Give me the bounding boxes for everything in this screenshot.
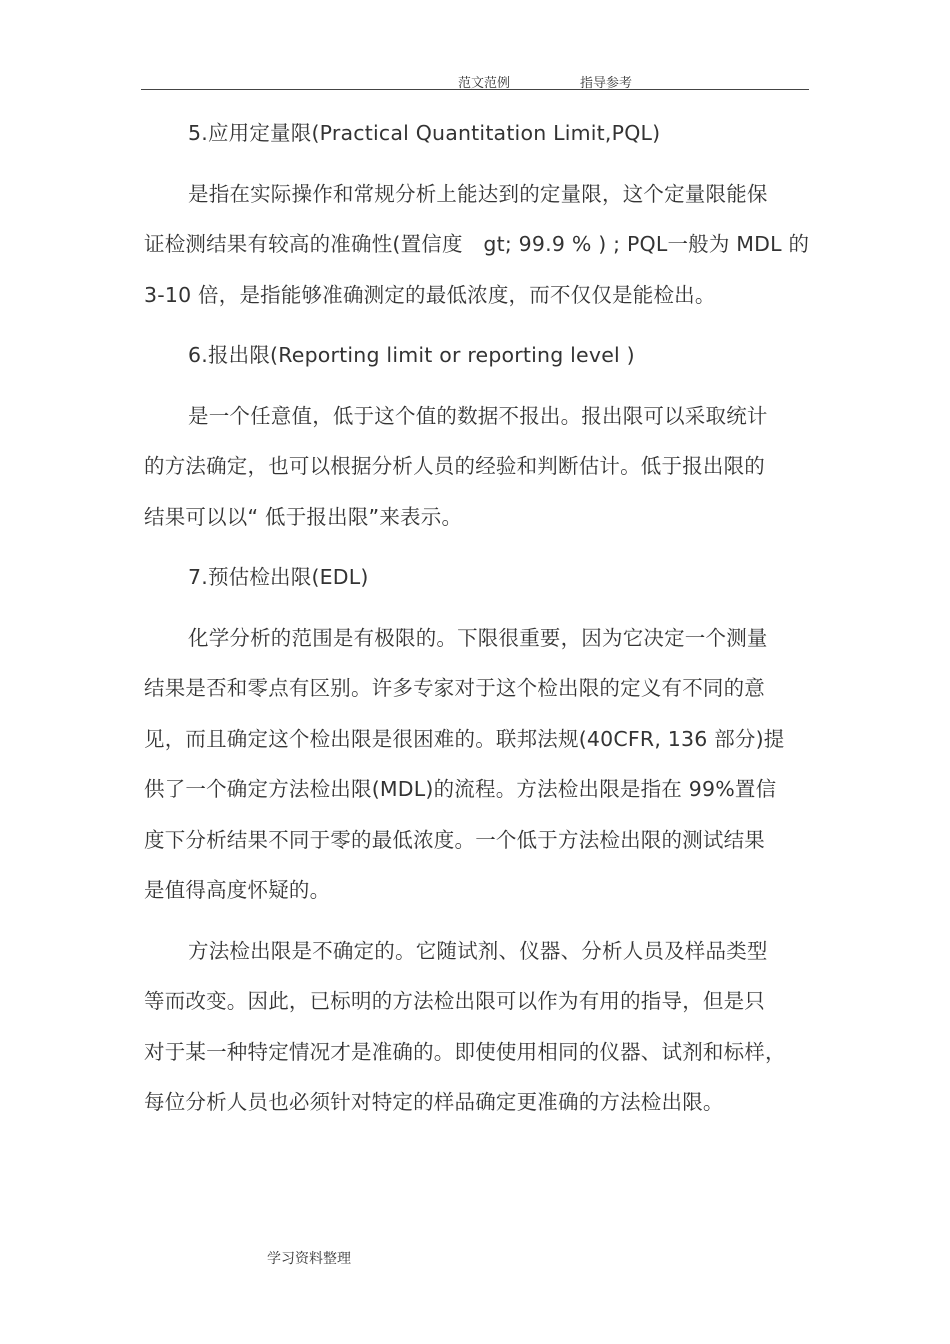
- paragraph: [144, 926, 798, 1128]
- paragraph-line: 化学分析的范围是有极限的。下限很重要，因为它决定一个测量: [188, 625, 768, 650]
- paragraph-line: 的方法确定，也可以根据分析人员的经验和判断估计。低于报出限的: [144, 454, 765, 478]
- paragraph-line: 是一个任意值，低于这个值的数据不报出。报出限可以采取统计: [188, 403, 768, 428]
- paragraph-line: 供了一个确定方法检出限(MDL)的流程。方法检出限是指在 99%置信: [144, 777, 777, 801]
- document-body: [144, 108, 810, 1128]
- section-heading: 7.预估检出限(EDL): [188, 565, 369, 589]
- paragraph-line: 每位分析人员也必须针对特定的样品确定更准确的方法检出限。: [144, 1090, 724, 1114]
- paragraph-line: 度下分析结果不同于零的最低浓度。一个低于方法检出限的测试结果: [144, 827, 765, 852]
- header-left-text: 范文范例: [458, 76, 511, 91]
- header-right-text: 指导参考: [580, 76, 633, 91]
- paragraph: [144, 169, 810, 321]
- paragraph-line: 3-10 倍，是指能够准确测定的最低浓度，而不仅仅是能检出。: [144, 282, 716, 307]
- page-header: [141, 70, 809, 90]
- paragraph: [144, 613, 798, 916]
- paragraph-line: 证检测结果有较高的准确性(置信度 gt; 99.9 % ) ; PQL一般为 MDL 的: [144, 232, 810, 256]
- paragraph-line: 对于某一种特定情况才是准确的。即使使用相同的仪器、试剂和标样，: [144, 1039, 786, 1064]
- paragraph-line: 结果是否和零点有区别。许多专家对于这个检出限的定义有不同的意: [144, 676, 765, 700]
- paragraph: [144, 391, 798, 543]
- section-heading: 6.报出限(Reporting limit or reporting level ): [188, 343, 635, 367]
- paragraph-line: 结果可以以“ 低于报出限”来表示。: [144, 504, 463, 529]
- paragraph-line: 方法检出限是不确定的。它随试剂、仪器、分析人员及样品类型: [188, 938, 768, 963]
- page-footer: 学习资料整理: [267, 1251, 351, 1267]
- paragraph-line: 是指在实际操作和常规分析上能达到的定量限，这个定量限能保: [188, 181, 768, 206]
- paragraph-line: 等而改变。因此，已标明的方法检出限可以作为有用的指导，但是只: [144, 989, 765, 1013]
- paragraph-line: 是值得高度怀疑的。: [144, 878, 331, 902]
- section-heading: 5.应用定量限(Practical Quantitation Limit,PQL): [188, 121, 661, 145]
- paragraph-line: 见，而且确定这个检出限是很困难的。联邦法规(40CFR, 136 部分)提: [144, 726, 785, 751]
